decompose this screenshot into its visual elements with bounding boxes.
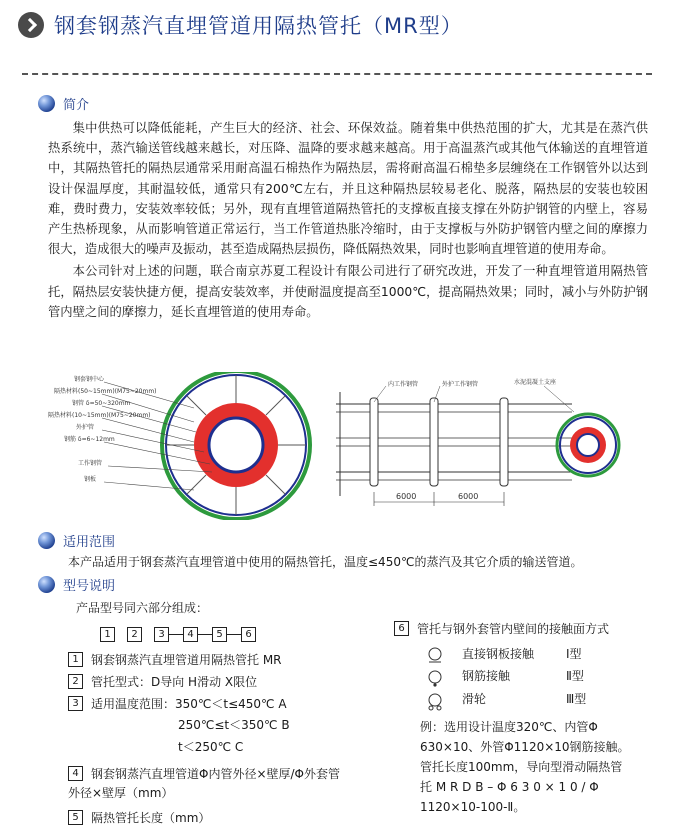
drawing-label-inner-pipe: 内工作钢管 [388, 381, 419, 388]
intro-heading [38, 94, 89, 113]
dimension-2: 6000 [458, 492, 479, 501]
model-item-4-continued: 外径×壁厚（mm） [68, 786, 174, 800]
example-line-2: 630×10、外管Φ1120×10钢筋接触。 [420, 740, 630, 754]
drawing-label-5: 外护管 [76, 424, 95, 431]
scope-heading [38, 531, 115, 550]
example-line-3: 管托长度100mm，导向型滑动隔热管 [420, 760, 623, 774]
scope-title: 适用范围 [63, 535, 116, 550]
contact-types [394, 643, 654, 711]
model-heading [38, 575, 115, 594]
code-box-6: 6 [241, 627, 256, 642]
drawing-label-outer-pipe: 外护工作钢管 [442, 381, 479, 388]
model-items-left [68, 648, 340, 828]
code-box-5: 5 [212, 627, 227, 642]
code-box-2: 2 [127, 627, 142, 642]
temp-range-b: 250℃≤t＜350℃ B [178, 718, 290, 732]
code-box-4: 4 [183, 627, 198, 642]
intro-paragraph-2: 本公司针对上述的问题，联合南京苏夏工程设计有限公司进行了研究改进，开发了一种直埋管道用隔热管托，隔热层安装快捷方便，提高安装效率，并使耐温度提高至1000℃，提高隔热效果；同时，减小与外防护钢管内壁之间的摩擦力，延长直埋管道的使用寿命。 [48, 264, 648, 319]
drawing-label-3: 钢管 δ=50~320mm [72, 400, 131, 407]
contact-name-1: 直接钢板接触 [462, 647, 535, 661]
drawing-label-6: 钢筋 δ=6~12mm [64, 436, 115, 443]
model-example [394, 717, 654, 817]
intro-title: 简介 [63, 98, 90, 113]
cross-section-figure [48, 372, 310, 519]
intro-paragraph-1: 集中供热可以降低能耗，产生巨大的经济、社会、环保效益。随着集中供热范围的扩大，尤其是在蒸汽供热系统中，蒸汽输送管线越来越长，对压降、温降的要求越来越高。用于高温蒸汽或其他气体输送的直埋管道中，其隔热管托的隔热层通常采用耐高温石棉热作为隔热层，需将耐高温石棉垫多层缠绕在工作钢管外以达到设计保温厚度，其耐温较低，通常只有200℃左右，并且这种隔热层较易老化、脱落，隔热层的安装也较困难，费时费力，安装效率较低；另外，现有直埋管道隔热管托的支撑板直接支撑在外防护钢管的内壁上，容易产生热桥现象，从而影响管道正常运行，当工作管道热胀冷缩时，由于支撑板与外防护钢管内壁之间的摩擦力很大，造成很大的噪声及振动，甚至造成隔热层损伤，降低隔热效果，同时也影响直埋管道的使用寿命。 [48, 121, 648, 257]
model-item-6: 6 管托与钢外套管内壁间的接触面方式 [394, 617, 654, 639]
contact-type-icon [424, 643, 446, 711]
drawing-label-support: 水泥混凝土支座 [514, 379, 557, 386]
page-title: 钢套钢蒸汽直埋管道用隔热管托（MR型） [54, 14, 463, 38]
model-item-3: 3 适用温度范围：350℃＜t≤450℃ A [68, 692, 340, 714]
model-item-4: 4 钢套钢蒸汽直埋管道Φ内管外径×壁厚/Φ外套管 [68, 762, 340, 784]
contact-type-2: Ⅱ型 [566, 669, 584, 683]
contact-type-1: Ⅰ型 [566, 647, 582, 661]
sphere-bullet-icon [38, 532, 55, 549]
temp-range-c: t＜250℃ C [178, 740, 244, 754]
drawing-label-2: 隔热材料(50~15mm)(M75~20mm) [54, 388, 157, 395]
model-intro: 产品型号同六部分组成： [76, 601, 209, 615]
dimension-1: 6000 [396, 492, 417, 501]
pipe-support-drawing [44, 372, 644, 520]
elevation-figure [336, 378, 619, 506]
scope-text: 本产品适用于钢套蒸汽直埋管道中使用的隔热管托，温度≤450℃的蒸汽及其它介质的输送管道。 [68, 555, 583, 569]
model-item-5: 5 隔热管托长度（mm） [68, 806, 340, 828]
model-code-diagram [100, 627, 256, 642]
model-title: 型号说明 [63, 579, 116, 594]
code-box-3: 3 [154, 627, 169, 642]
drawing-label-8: 钢板 [84, 476, 97, 483]
page-header [18, 8, 463, 42]
example-line-4: 托 M R D B – Φ 6 3 0 × 1 0 / Φ [420, 780, 599, 794]
intro-text [48, 118, 648, 322]
sphere-bullet-icon [38, 576, 55, 593]
drawing-label-7: 工作钢管 [78, 460, 103, 467]
example-line-1: 例：选用设计温度320℃、内管Φ [420, 720, 598, 734]
dashed-divider [22, 73, 652, 75]
model-item-1: 1 钢套钢蒸汽直埋管道用隔热管托 MR [68, 648, 340, 670]
chevron-right-icon [18, 12, 44, 38]
drawing-label-1: 钢套钢中心 [74, 376, 105, 383]
model-item-2: 2 管托型式：D导向 H滑动 X限位 [68, 670, 340, 692]
example-line-5: 1120×10-100-Ⅱ。 [420, 800, 526, 814]
contact-type-3: Ⅲ型 [566, 692, 587, 706]
model-items-right [394, 617, 654, 817]
code-box-1: 1 [100, 627, 115, 642]
drawing-label-4: 隔热材料(10~15mm)(M75~20mm) [48, 412, 151, 419]
contact-name-3: 滑轮 [462, 692, 487, 706]
sphere-bullet-icon [38, 95, 55, 112]
contact-name-2: 钢筋接触 [462, 669, 511, 683]
